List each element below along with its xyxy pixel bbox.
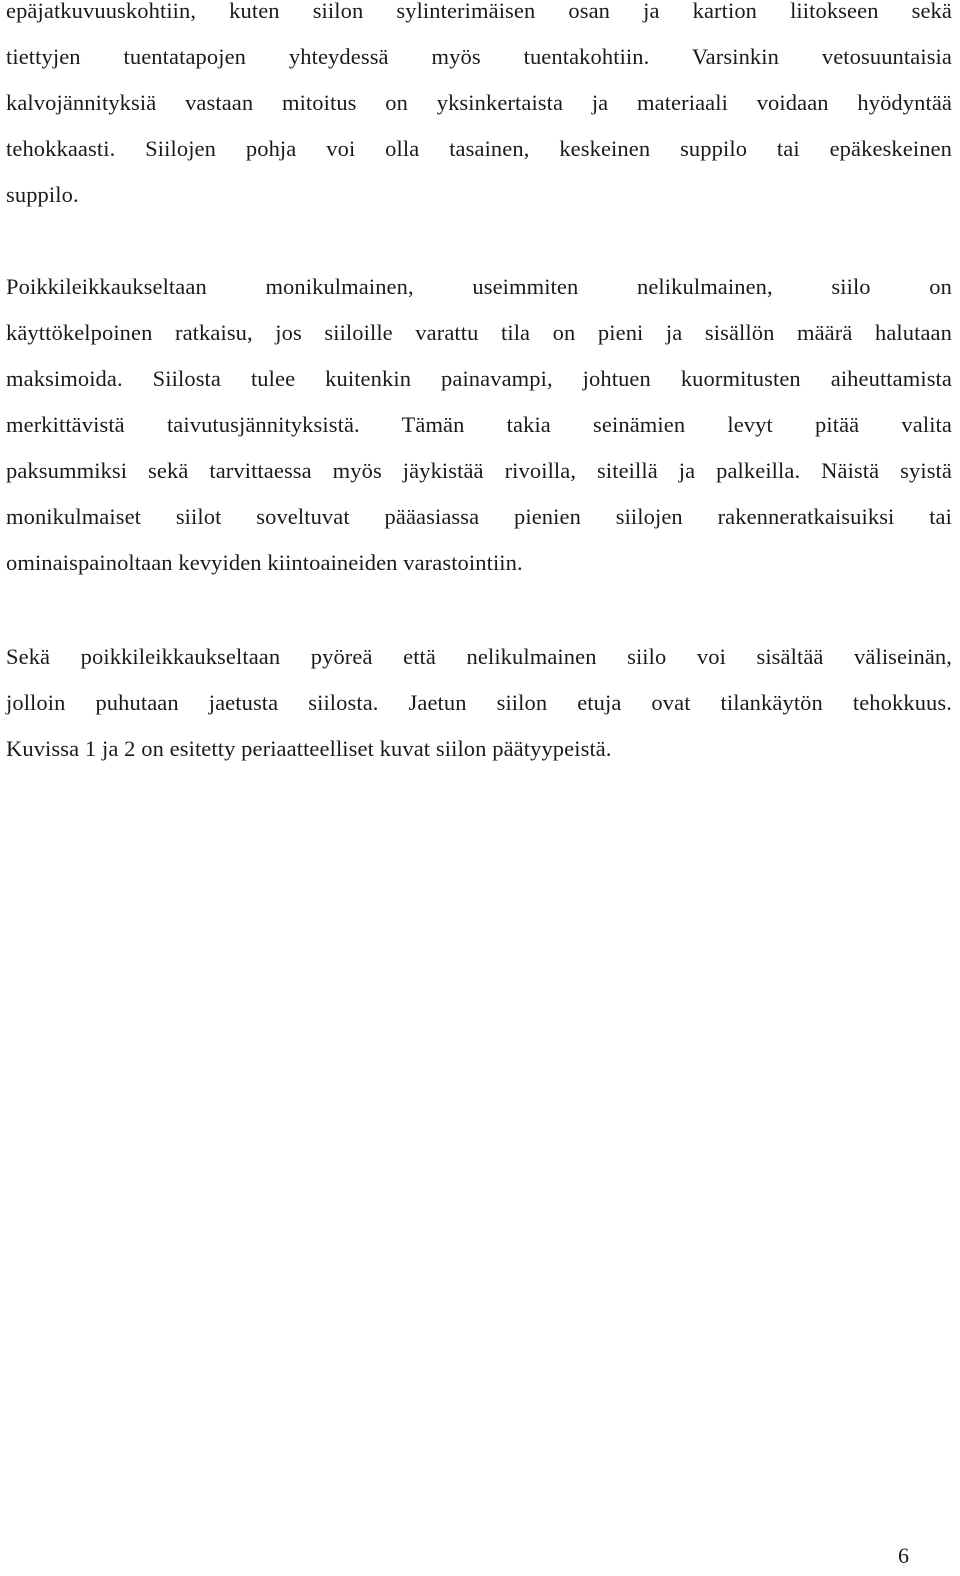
paragraph-3-line-2: jolloin puhutaan jaetusta siilosta. Jaetun siilon etuja ovat tilankäytön tehokkuus. xyxy=(6,690,952,715)
paragraph-1 xyxy=(6,0,952,218)
paragraph-3-line-1: Sekä poikkileikkaukseltaan pyöreä että nelikulmainen siilo voi sisältää väliseinän, xyxy=(6,644,952,669)
paragraph-3 xyxy=(6,634,952,772)
paragraph-1-line-1: epäjatkuvuuskohtiin, kuten siilon sylinterimäisen osan ja kartion liitokseen sekä xyxy=(6,0,952,23)
page-number: 6 xyxy=(898,1543,909,1568)
paragraph-2-line-4: merkittävistä taivutusjännityksistä. Tämän takia seinämien levyt pitää valita xyxy=(6,412,952,437)
paragraph-1-line-2: tiettyjen tuentatapojen yhteydessä myös tuentakohtiin. Varsinkin vetosuuntaisia xyxy=(6,44,952,69)
paragraph-1-line-5: suppilo. xyxy=(6,182,79,207)
paragraph-2-line-1: Poikkileikkaukseltaan monikulmainen, useimmiten nelikulmainen, siilo on xyxy=(6,274,952,299)
paragraph-1-line-4: tehokkaasti. Siilojen pohja voi olla tasainen, keskeinen suppilo tai epäkeskeinen xyxy=(6,136,952,161)
paragraph-1-line-3: kalvojännityksiä vastaan mitoitus on yksinkertaista ja materiaali voidaan hyödyntää xyxy=(6,90,952,115)
paragraph-3-line-3: Kuvissa 1 ja 2 on esitetty periaatteelliset kuvat siilon päätyypeistä. xyxy=(6,736,612,761)
paragraph-2 xyxy=(6,264,952,586)
paragraph-2-line-2: käyttökelpoinen ratkaisu, jos siiloille varattu tila on pieni ja sisällön määrä halutaan xyxy=(6,320,952,345)
paragraph-2-line-3: maksimoida. Siilosta tulee kuitenkin painavampi, johtuen kuormitusten aiheuttamista xyxy=(6,366,952,391)
paragraph-2-line-5: paksummiksi sekä tarvittaessa myös jäykistää rivoilla, siteillä ja palkeilla. Näistä syistä xyxy=(6,458,952,483)
paragraph-2-line-6: monikulmaiset siilot soveltuvat pääasiassa pienien siilojen rakenneratkaisuiksi tai xyxy=(6,504,952,529)
paragraph-2-line-7: ominaispainoltaan kevyiden kiintoaineiden varastointiin. xyxy=(6,550,523,575)
